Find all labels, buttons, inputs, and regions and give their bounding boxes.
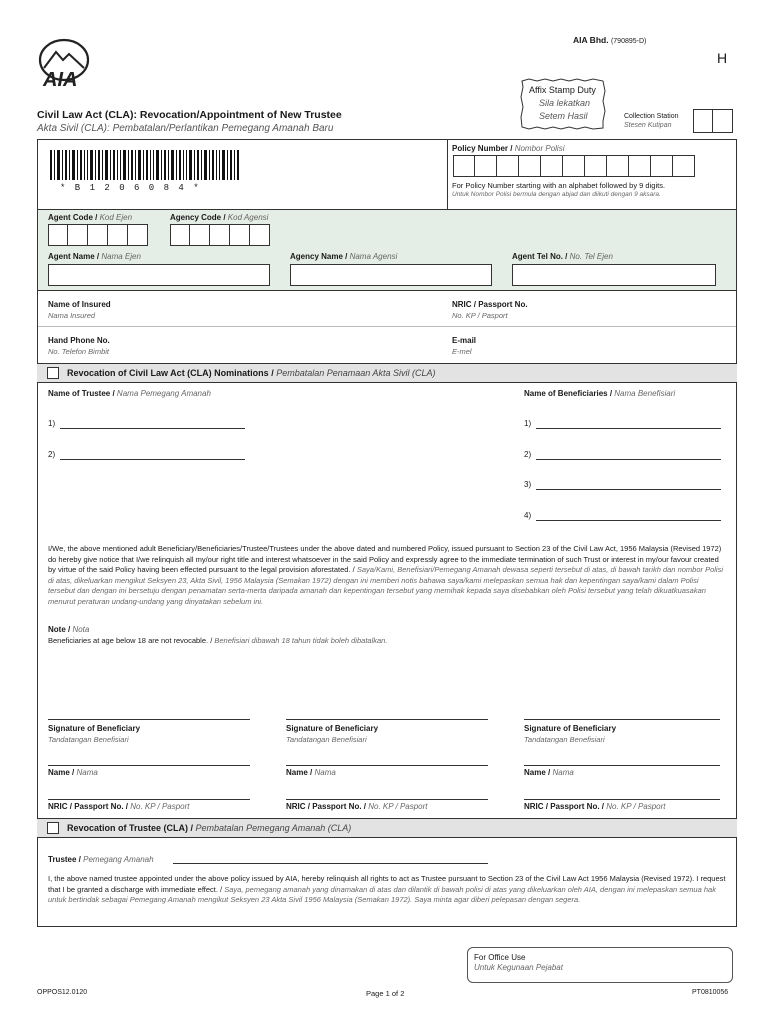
nric-line-1[interactable] bbox=[48, 799, 250, 800]
signature-label-ms-1: Tandatangan Benefisiari bbox=[48, 735, 129, 744]
svg-text:AIA: AIA bbox=[43, 69, 78, 90]
revocation-cla-title: Revocation of Civil Law Act (CLA) Nominations / Pembatalan Penamaan Akta Sivil (CLA) bbox=[67, 368, 436, 378]
company-reg: (790895-D) bbox=[610, 38, 647, 45]
revocation-cla-checkbox[interactable] bbox=[47, 367, 59, 379]
signature-label-ms-2: Tandatangan Benefisiari bbox=[286, 735, 367, 744]
note-label: Note / Nota bbox=[48, 625, 90, 634]
signature-line-2[interactable] bbox=[286, 719, 488, 720]
trustee-name-line-2[interactable] bbox=[60, 459, 245, 460]
agency-code-field[interactable] bbox=[170, 224, 270, 246]
beneficiary-name-line-4[interactable] bbox=[536, 520, 721, 521]
name-line-1[interactable] bbox=[48, 765, 250, 766]
collection-station-label-ms: Stesen Kutipan bbox=[624, 122, 672, 129]
office-use-box bbox=[467, 947, 733, 983]
insured-row-divider bbox=[38, 326, 736, 327]
stamp-duty-box bbox=[519, 77, 607, 131]
collection-station-label: Collection Station bbox=[624, 113, 679, 120]
revocation-declaration: I/We, the above mentioned adult Beneficiary/Beneficiaries/Trustee/Trustees under the above dated and numbered Policy, issued pursuant to Section 23 of the Civil Law Act, 1956 Malaysia (Revised 1972) do hereby give notice that I/we relinquish all my/our right title and interest whatsoever in the said Policy and expressly agree to the immediate termination of such Trust or interest in my/our favour created by virtue of the said Policy having been effected pursuant to the legal provision aforestated. / Saya/Kami, Benefisiari/Pemegang Amanah dewasa seperti tersebut di atas, di bawah tarikh dan nombor Polisi di atas, dikeluarkan mengikut Seksyen 23, Akta Sivil, 1956 Malaysia (Semakan 1972) dengan ini memberi notis bahawa saya/kami melepaskan semua hak dan kepentingan saya/kami dalam Polisi tersebut dan dengan ini bersetuju dengan penamatan serta-merta daripada amanah dan kepentingan tersebut yang memihak kepada saya disebabkan oleh Polisi tersebut yang telah dikuatkuasakan menurut peraturan undang-undang yang dinyatakan sebelum ini. bbox=[48, 544, 724, 606]
barcode-text: * B 1 2 0 6 0 8 4 * bbox=[60, 183, 201, 193]
agent-name-label: Agent Name / Nama Ejen bbox=[48, 252, 141, 261]
nric-line-3[interactable] bbox=[524, 799, 720, 800]
policy-note: For Policy Number starting with an alphabet followed by 9 digits. bbox=[452, 181, 666, 190]
name-line-2[interactable] bbox=[286, 765, 488, 766]
agency-code-label: Agency Code / Kod Agensi bbox=[170, 213, 269, 222]
email-label-ms: E-mel bbox=[452, 347, 472, 356]
insured-name-label: Name of Insured bbox=[48, 300, 111, 309]
signature-label-3: Signature of Beneficiary bbox=[524, 724, 617, 733]
agency-name-label: Agency Name / Nama Agensi bbox=[290, 252, 398, 261]
trustee-num-2: 2) bbox=[48, 450, 56, 459]
agent-tel-field[interactable] bbox=[512, 264, 716, 286]
revocation-trustee-title: Revocation of Trustee (CLA) / Pembatalan Pemegang Amanah (CLA) bbox=[67, 823, 352, 833]
signature-line-1[interactable] bbox=[48, 719, 250, 720]
signature-label-2: Signature of Beneficiary bbox=[286, 724, 379, 733]
policy-note-ms: Untuk Nombor Polisi bermula dengan abjad dan diikuti dengan 9 aksara. bbox=[452, 191, 661, 198]
signature-label-ms-3: Tandatangan Benefisiari bbox=[524, 735, 605, 744]
beneficiary-name-line-2[interactable] bbox=[536, 459, 721, 460]
agent-code-field[interactable] bbox=[48, 224, 148, 246]
trustee-column-label: Name of Trustee / Nama Pemegang Amanah bbox=[48, 389, 211, 398]
company-name: AIA Bhd. bbox=[573, 35, 609, 45]
signature-line-3[interactable] bbox=[524, 719, 720, 720]
policy-area-divider bbox=[447, 139, 448, 209]
beneficiary-num-1: 1) bbox=[524, 419, 532, 428]
footer-page: Page 1 of 2 bbox=[366, 989, 405, 998]
agent-name-field[interactable] bbox=[48, 264, 270, 286]
policy-number-field[interactable] bbox=[453, 155, 695, 177]
name-line-3[interactable] bbox=[524, 765, 720, 766]
signature-label-1: Signature of Beneficiary bbox=[48, 724, 141, 733]
trustee-declaration-en: I, the above named trustee appointed under the above policy issued by AIA, hereby relinquish all rights to act as Trustee pursuant to Section 23 of the Civil Law Act 1956 Malaysia (Revised 1972). I request that I be granted a discharge with immediate effect. bbox=[48, 874, 726, 894]
stamp-line-3: Setem Hasil bbox=[539, 111, 588, 121]
revocation-trustee-header bbox=[37, 818, 737, 838]
phone-label: Hand Phone No. bbox=[48, 336, 110, 345]
trustee-name-line-1[interactable] bbox=[60, 428, 245, 429]
footer-ref: PT0810056 bbox=[692, 989, 729, 996]
form-title: Civil Law Act (CLA): Revocation/Appointment of New Trustee bbox=[37, 109, 342, 121]
revocation-cla-header bbox=[37, 363, 737, 383]
insured-nric-label-ms: No. KP / Pasport bbox=[452, 311, 508, 320]
barcode bbox=[50, 150, 240, 180]
aia-logo bbox=[36, 36, 92, 90]
name-label-3: Name / Nama bbox=[524, 768, 574, 777]
revocation-declaration-ms: Saya/Kami, Benefisiari/Pemegang Amanah dewasa seperti tersebut di atas, di bawah tarikh dan nombor Polisi di atas, dikeluarkan mengikut Seksyen 23, Akta Sivil, 1956 Malaysia (Semakan 1972) dengan ini memberi notis bahawa saya/kami melepaskan semua hak dan kepentingan saya/kami dalam Polisi tersebut dan dengan ini bersetuju dengan penamatan serta-merta daripada amanah dan kepentingan tersebut yang memihak kepada saya disebabkan oleh Polisi tersebut yang telah dikuatkuasakan menurut peraturan undang-undang yang dinyatakan sebelum ini. bbox=[48, 565, 724, 606]
office-use-label-ms: Untuk Kegunaan Pejabat bbox=[474, 963, 563, 972]
beneficiary-num-4: 4) bbox=[524, 511, 532, 520]
nric-line-2[interactable] bbox=[286, 799, 488, 800]
beneficiary-num-2: 2) bbox=[524, 450, 532, 459]
collection-station-field[interactable] bbox=[693, 109, 733, 133]
trustee-name-line[interactable] bbox=[173, 863, 488, 864]
trustee-declaration-ms: Saya, pemegang amanah yang dinamakan di atas dan dilantik di bawah polisi di atas yang dikeluarkan oleh AIA, dengan ini melepaskan semua hak untuk bertindak sebagai Pemegang Amanah mengikut Seksyen 23 Akta Sivil 1956 Malaysia (Semakan 1972). Saya minta agar diberi pelepasan dengan segera. bbox=[48, 884, 716, 905]
name-label-1: Name / Nama bbox=[48, 768, 98, 777]
name-label-2: Name / Nama bbox=[286, 768, 336, 777]
form-letter: H bbox=[717, 50, 728, 66]
nric-label-2: NRIC / Passport No. / No. KP / Pasport bbox=[286, 802, 428, 811]
insured-nric-label: NRIC / Passport No. bbox=[452, 300, 528, 309]
email-label: E-mail bbox=[452, 336, 477, 345]
beneficiary-name-line-1[interactable] bbox=[536, 428, 721, 429]
revocation-trustee-checkbox[interactable] bbox=[47, 822, 59, 834]
policy-number-label: Policy Number / Nombor Polisi bbox=[452, 144, 565, 153]
nric-label-3: NRIC / Passport No. / No. KP / Pasport bbox=[524, 802, 666, 811]
beneficiary-name-line-3[interactable] bbox=[536, 489, 721, 490]
revocation-declaration-en: I/We, the above mentioned adult Beneficiary/Beneficiaries/Trustee/Trustees under the above dated and numbered Policy, issued pursuant to Section 23 of the Civil Law Act, 1956 Malaysia (Revised 1972) do hereby give notice that I/we relinquish all my/our right title and interest whatsoever in the said Policy and expressly agree to the immediate termination of such Trust or interest in my/our favour created by virtue of the said Policy having been effected pursuant to the legal provision aforestated. bbox=[48, 544, 722, 575]
note-text: Beneficiaries at age below 18 are not revocable. / Benefisiari dibawah 18 tahun tidak boleh dibatalkan. bbox=[48, 636, 388, 645]
stamp-line-1: Affix Stamp Duty bbox=[529, 85, 596, 95]
phone-label-ms: No. Telefon Bimbit bbox=[48, 347, 110, 356]
trustee-label: Trustee / Pemegang Amanah bbox=[48, 855, 154, 864]
company-line bbox=[573, 35, 646, 45]
trustee-num-1: 1) bbox=[48, 419, 56, 428]
beneficiary-num-3: 3) bbox=[524, 480, 532, 489]
nric-label-1: NRIC / Passport No. / No. KP / Pasport bbox=[48, 802, 190, 811]
agency-name-field[interactable] bbox=[290, 264, 492, 286]
agent-tel-label: Agent Tel No. / No. Tel Ejen bbox=[512, 252, 613, 261]
insured-name-label-ms: Nama Insured bbox=[48, 311, 96, 320]
beneficiaries-column-label: Name of Beneficiaries / Nama Benefisiari bbox=[524, 389, 676, 398]
footer-code: OPPOS12.0120 bbox=[37, 989, 88, 996]
trustee-declaration: I, the above named trustee appointed under the above policy issued by AIA, hereby relinquish all rights to act as Trustee pursuant to Section 23 of the Civil Law Act 1956 Malaysia (Revised 1972). I request that I be granted a discharge with immediate effect. / Saya, pemegang amanah yang dinamakan di atas dan dilantik di bawah polisi di atas yang dikeluarkan oleh AIA, dengan ini melepaskan semua hak untuk bertindak sebagai Pemegang Amanah mengikut Seksyen 23 Akta Sivil 1956 Malaysia (Semakan 1972). Saya minta agar diberi pelepasan dengan segera. bbox=[48, 874, 726, 905]
office-use-label: For Office Use bbox=[474, 953, 526, 962]
form-title-ms: Akta Sivil (CLA): Pembatalan/Perlantikan Pemegang Amanah Baru bbox=[37, 123, 334, 134]
agent-code-label: Agent Code / Kod Ejen bbox=[48, 213, 133, 222]
stamp-line-2: Sila lekatkan bbox=[539, 98, 591, 108]
